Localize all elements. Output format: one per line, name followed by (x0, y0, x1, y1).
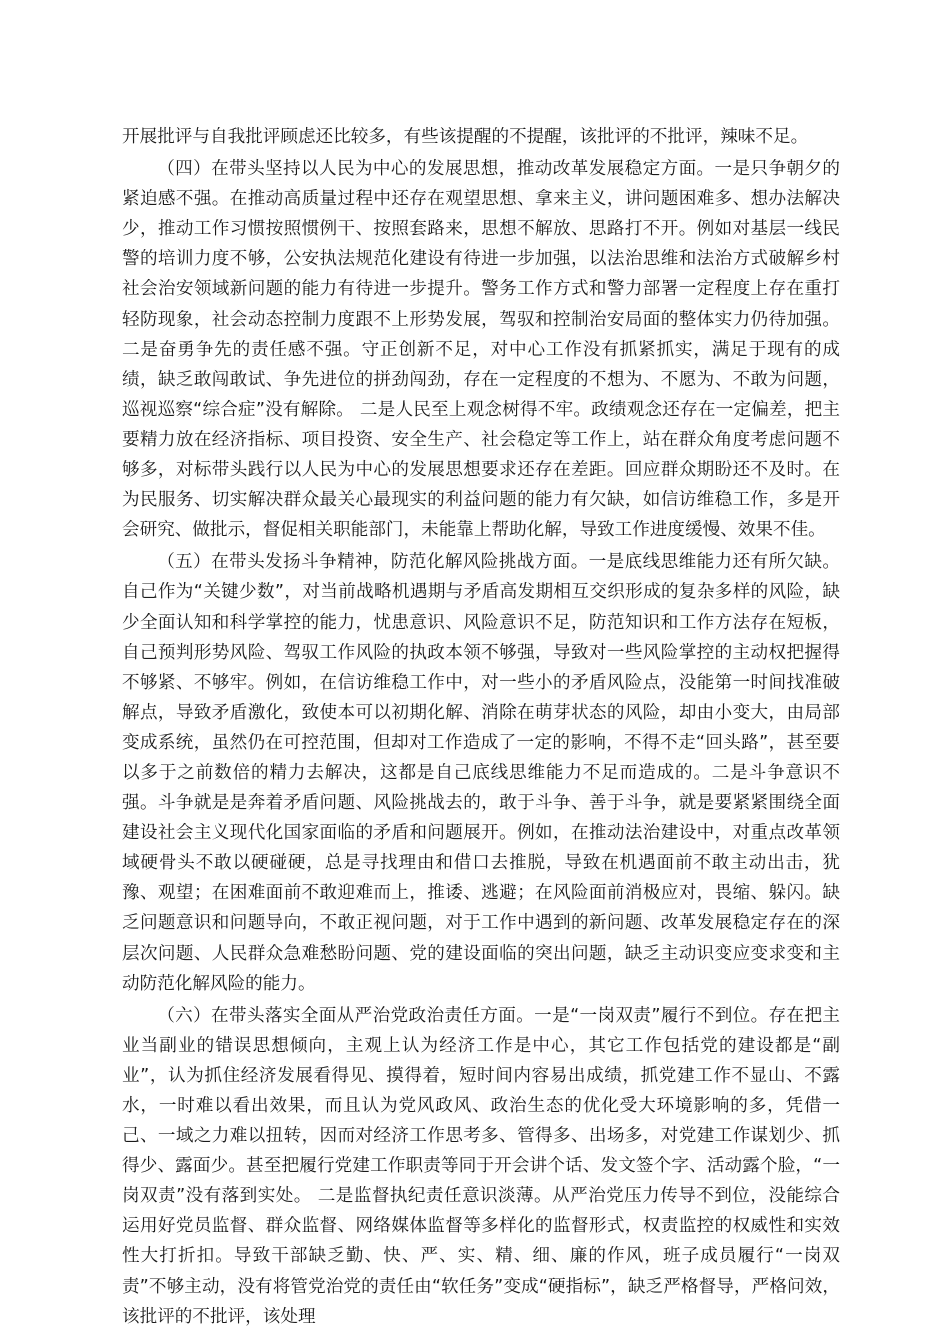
paragraph-section-six: （六）在带头落实全面从严治党政治责任方面。一是“一岗双责”履行不到位。存在把主业当副业的错误思想倾向，主观上认为经济工作是中心，其它工作包括党的建设都是“副业”，认为抓住经济发展看得见、摸得着，短时间内容易出成绩，抓党建工作不显山、不露水，一时难以看出效果，而且认为党风政风、政治生态的优化受大环境影响的多，凭借一己、一域之力难以扭转，因而对经济工作思考多、管得多、出场多，对党建工作谋划少、抓得少、露面少。甚至把履行党建工作职责等同于开会讲个话、发文签个字、活动露个脸，“一岗双责”没有落到实处。 二是监督执纪责任意识淡薄。从严治党压力传导不到位，没能综合运用好党员监督、群众监督、网络媒体监督等多样化的监督形式，权责监控的权威性和实效性大打折扣。导致干部缺乏勤、快、严、实、精、细、廉的作风，班子成员履行“一岗双责”不够主动，没有将管党治党的责任由“软任务”变成“硬指标”，缺乏严格督导，严格问效，该批评的不批评，该处理 (122, 1005, 840, 1327)
document-page (122, 122, 840, 1332)
paragraph-section-four: （四）在带头坚持以人民为中心的发展思想，推动改革发展稳定方面。一是只争朝夕的紧迫感不强。在推动高质量过程中还存在观望思想、拿来主义，讲问题困难多、想办法解决少，推动工作习惯按照惯例干、按照套路来，思想不解放、思路打不开。例如对基层一线民警的培训力度不够，公安执法规范化建设有待进一步加强，以法治思维和法治方式破解乡村社会治安领域新问题的能力有待进一步提升。警务工作方式和警力部署一定程度上存在重打轻防现象，社会动态控制力度跟不上形势发展，驾驭和控制治安局面的整体实力仍待加强。二是奋勇争先的责任感不强。守正创新不足，对中心工作没有抓紧抓实，满足于现有的成绩，缺乏敢闯敢试、争先进位的拼劲闯劲，存在一定程度的不想为、不愿为、不敢为问题，巡视巡察“综合症”没有解除。 二是人民至上观念树得不牢。政绩观念还存在一定偏差，把主要精力放在经济指标、项目投资、安全生产、社会稳定等工作上，站在群众角度考虑问题不够多，对标带头践行以人民为中心的发展思想要求还存在差距。回应群众期盼还不及时。在为民服务、切实解决群众最关心最现实的利益问题的能力有欠缺，如信访维稳工作，多是开会研究、做批示，督促相关职能部门，未能靠上帮助化解，导致工作进度缓慢、效果不佳。 (122, 159, 840, 541)
paragraph-section-five: （五）在带头发扬斗争精神，防范化解风险挑战方面。一是底线思维能力还有所欠缺。自己作为“关键少数”，对当前战略机遇期与矛盾高发期相互交织形成的复杂多样的风险，缺少全面认知和科学掌控的能力，忧患意识、风险意识不足，防范知识和工作方法存在短板，自己预判形势风险、驾驭工作风险的执政本领不够强，导致对一些风险掌控的主动权把握得不够紧、不够牢。例如，在信访维稳工作中，对一些小的矛盾风险点，没能第一时间找准破解点，导致矛盾激化，致使本可以初期化解、消除在萌芽状态的风险，却由小变大，由局部变成系统，虽然仍在可控范围，但却对工作造成了一定的影响，不得不走“回头路”，甚至要以多于之前数倍的精力去解决，这都是自己底线思维能力不足而造成的。二是斗争意识不强。斗争就是是奔着矛盾问题、风险挑战去的，敢于斗争、善于斗争，就是要紧紧围绕全面建设社会主义现代化国家面临的矛盾和问题展开。例如，在推动法治建设中，对重点改革领域硬骨头不敢以硬碰硬，总是寻找理由和借口去推脱，导致在机遇面前不敢主动出击，犹豫、观望；在困难面前不敢迎难而上，推诿、逃避；在风险面前消极应对，畏缩、躲闪。缺乏问题意识和问题导向，不敢正视问题，对于工作中遇到的新问题、改革发展稳定存在的深层次问题、人民群众急难愁盼问题、党的建设面临的突出问题，缺乏主动识变应变求变和主动防范化解风险的能力。 (122, 552, 840, 994)
paragraph-continuation: 开展批评与自我批评顾虑还比较多，有些该提醒的不提醒，该批评的不批评，辣味不足。 (122, 127, 809, 147)
